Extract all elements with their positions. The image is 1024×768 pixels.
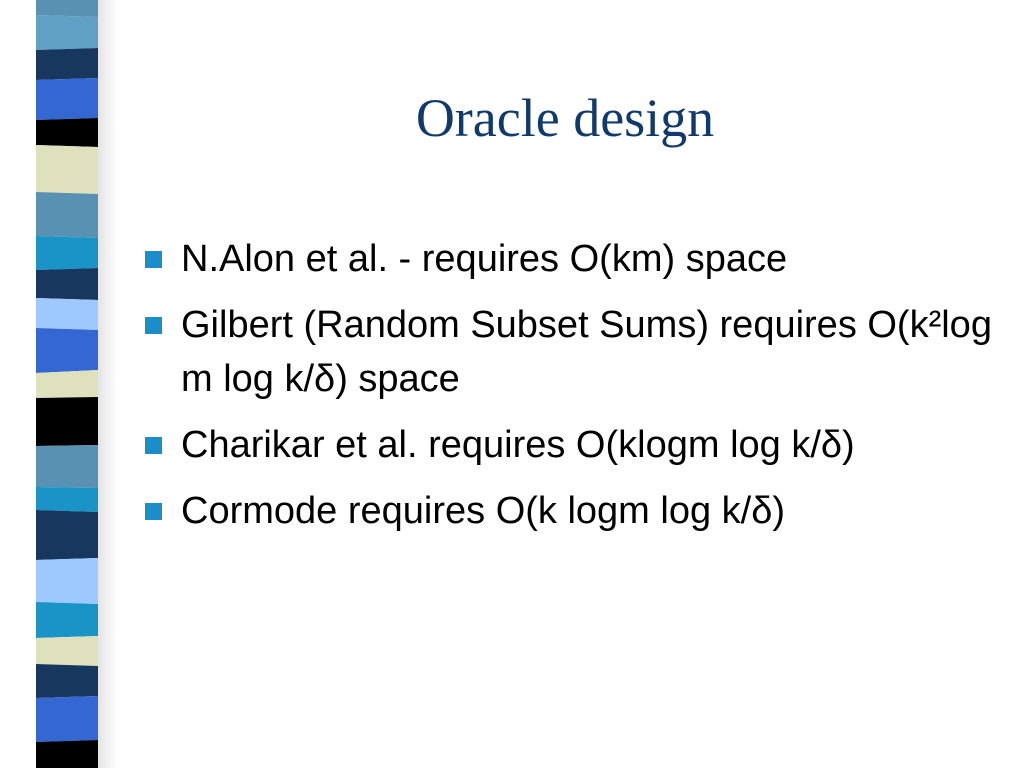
stripe-band-14 [36, 445, 98, 488]
stripe-band-11 [36, 328, 98, 373]
stripe-band-21 [36, 696, 98, 742]
stripe-band-10 [36, 298, 98, 330]
stripe-band-04 [36, 78, 98, 120]
stripe-band-15 [36, 487, 98, 512]
stripe-band-19 [36, 636, 98, 666]
bullet-item-cormode [145, 484, 1005, 538]
stripe-band-02 [36, 15, 98, 50]
bullet-item-charikar [145, 418, 1005, 472]
stripe-band-18 [36, 602, 98, 638]
stripe-band-20 [36, 664, 98, 698]
stripe-band-06 [36, 145, 98, 194]
square-bullet-icon [145, 251, 162, 268]
bullet-text: Cormode requires O(k logm log k/δ) [181, 490, 786, 532]
stripe-band-17 [36, 558, 98, 604]
square-bullet-icon [145, 317, 162, 334]
stripe-band-07 [36, 192, 98, 238]
bullet-text: N.Alon et al. - requires O(km) space [181, 238, 788, 280]
decorative-stripe-column [36, 0, 98, 768]
slide-title: Oracle design [415, 88, 715, 148]
stripe-band-08 [36, 236, 98, 270]
stripe-band-03 [36, 48, 98, 80]
stripe-shadow [98, 0, 118, 768]
stripe-band-05 [36, 118, 98, 147]
bullet-text: Gilbert (Random Subset Sums) requires O(k²log m log k/δ) space [181, 304, 992, 400]
square-bullet-icon [145, 503, 162, 520]
stripe-band-22 [36, 740, 98, 768]
bullet-item-gilbert [145, 298, 1005, 406]
square-bullet-icon [145, 437, 162, 454]
bullet-list [145, 232, 1005, 550]
stripe-band-16 [36, 510, 98, 560]
stripe-band-09 [36, 268, 98, 300]
stripe-band-13 [36, 397, 98, 446]
stripe-bands [36, 0, 98, 768]
bullet-text: Charikar et al. requires O(klogm log k/δ) [181, 424, 855, 466]
stripe-band-12 [36, 370, 98, 398]
stripe-band-01 [36, 0, 98, 17]
bullet-item-alon [145, 232, 1005, 286]
